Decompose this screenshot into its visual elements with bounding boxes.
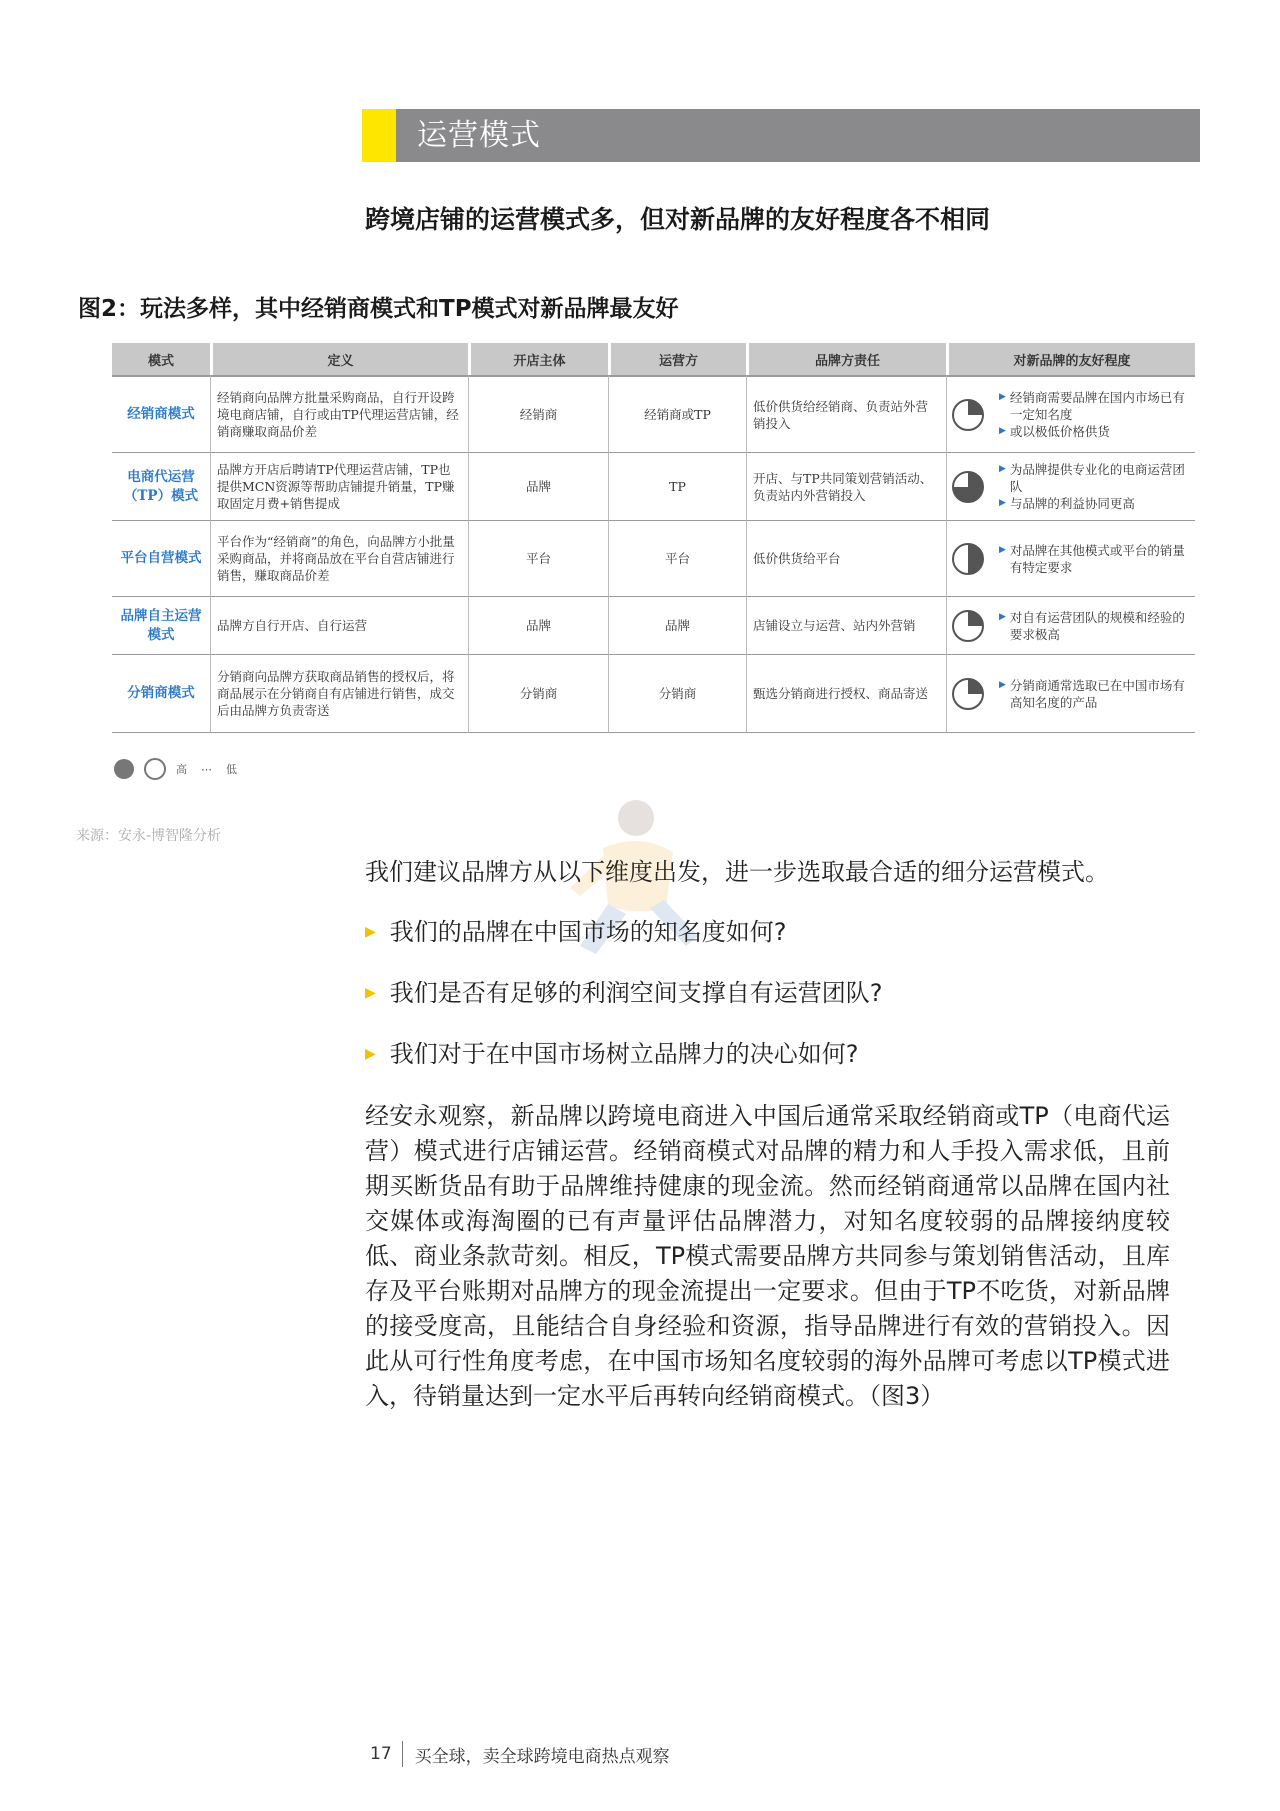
arrow-bullet-icon: ▶: [365, 1046, 376, 1062]
mode-name: 电商代运营（TP）模式: [112, 453, 210, 521]
mode-definition: 分销商向品牌方获取商品销售的授权后，将商品展示在分销商自有店铺进行销售，成交后由品牌方负责寄送: [210, 655, 468, 733]
header-store-owner: 开店主体: [468, 343, 608, 375]
store-owner: 经销商: [468, 375, 608, 453]
banner-accent: [362, 109, 396, 162]
page-number: 17: [370, 1744, 392, 1764]
friendly-point: ▶ 分销商通常选取已在中国市场有高知名度的产品: [999, 677, 1185, 710]
page-footer: [370, 1741, 670, 1767]
friendly-point: ▶ 经销商需要品牌在国内市场已有一定知名度: [999, 390, 1185, 422]
header-mode: 模式: [112, 343, 210, 375]
pie-fill: [968, 611, 983, 626]
full-circle-icon: [114, 759, 134, 779]
friendliness-cell: [946, 453, 1195, 521]
body-paragraph: 经安永观察，新品牌以跨境电商进入中国后通常采取经销商或TP（电商代运营）模式进行店铺运营。经销商模式对品牌的精力和人手投入需求低，且前期买断货品有助于品牌维持健康的现金流。然而经销商通常以品牌在国内社交媒体或海淘圈的已有声量评估品牌潜力，对知名度较弱的品牌接纳度较低、商业条款苛刻。相反，TP模式需要品牌方共同参与策划销售活动，且库存及平台账期对品牌方的现金流提出一定要求。但由于TP不吃货，对新品牌的接受度高，且能结合自身经验和资源，指导品牌进行有效的营销投入。因此从可行性角度考虑，在中国市场知名度较弱的海外品牌可考虑以TP模式进入，待销量达到一定水平后再转向经销商模式。（图3）: [365, 1102, 1170, 1410]
harvey-ball-icon: [951, 609, 985, 643]
mode-name: 经销商模式: [112, 375, 210, 453]
section-banner: [362, 109, 1200, 162]
legend-high: 高: [176, 763, 187, 776]
operating-mode-table: [112, 343, 1195, 733]
header-responsibility: 品牌方责任: [746, 343, 946, 375]
friendliness-cell: [946, 521, 1195, 597]
table-row: [112, 655, 1195, 733]
empty-circle-icon: [144, 758, 166, 780]
mode-definition: 品牌方开店后聘请TP代理运营店铺，TP也提供MCN资源等帮助店铺提升销量，TP赚取固定月费+销售提成: [210, 453, 468, 521]
harvey-ball-icon: [951, 470, 985, 504]
pie-fill: [968, 544, 983, 574]
table-row: [112, 521, 1195, 597]
table-row: [112, 597, 1195, 655]
question-item: ▶ 我们对于在中国市场树立品牌力的决心如何?: [365, 1037, 859, 1071]
brand-responsibility: 店铺设立与运营、站内外营销: [746, 597, 946, 655]
friendliness-cell: [946, 375, 1195, 453]
section-title: 运营模式: [417, 118, 541, 153]
operator: 分销商: [608, 655, 746, 733]
header-operator: 运营方: [608, 343, 746, 375]
store-owner: 品牌: [468, 453, 608, 521]
intro-text: 我们建议品牌方从以下维度出发，进一步选取最合适的细分运营模式。: [365, 858, 1109, 886]
mode-definition: 平台作为“经销商”的角色，向品牌方小批量采购商品，并将商品放在平台自营店铺进行销售，赚取商品价差: [210, 521, 468, 597]
operator: 经销商或TP: [608, 375, 746, 453]
table-row: [112, 375, 1195, 453]
pie-fill: [968, 679, 983, 694]
store-owner: 平台: [468, 521, 608, 597]
mode-name: 平台自营模式: [112, 521, 210, 597]
operator: 品牌: [608, 597, 746, 655]
mode-definition: 品牌方自行开店、自行运营: [210, 597, 468, 655]
ellipsis-icon: ⋯: [201, 762, 212, 776]
runner-watermark-icon: [548, 796, 728, 986]
legend-low: 低: [226, 763, 237, 776]
question-item: ▶ 我们的品牌在中国市场的知名度如何?: [365, 915, 787, 949]
mode-name: 分销商模式: [112, 655, 210, 733]
figure-source: 来源：安永-博智隆分析: [76, 828, 222, 844]
question-item: ▶ 我们是否有足够的利润空间支撑自有运营团队?: [365, 976, 883, 1010]
friendly-point: ▶ 为品牌提供专业化的电商运营团队: [999, 462, 1185, 494]
store-owner: 分销商: [468, 655, 608, 733]
operator: 平台: [608, 521, 746, 597]
friendly-point: ▶ 与品牌的利益协同更高: [999, 496, 1135, 511]
friendliness-cell: [946, 655, 1195, 733]
friendly-point: ▶ 对品牌在其他模式或平台的销量有特定要求: [999, 542, 1185, 575]
footer-divider: [402, 1741, 403, 1767]
brand-responsibility: 低价供货给经销商、负责站外营销投入: [746, 375, 946, 453]
friendliness-legend: [114, 758, 251, 780]
harvey-ball-icon: [951, 677, 985, 711]
footer-title: 买全球，卖全球跨境电商热点观察: [414, 1746, 670, 1767]
pie-fill: [968, 400, 983, 415]
friendly-point: ▶ 对自有运营团队的规模和经验的要求极高: [999, 609, 1185, 642]
mode-definition: 经销商向品牌方批量采购商品，自行开设跨境电商店铺，自行或由TP代理运营店铺，经销商赚取商品价差: [210, 375, 468, 453]
friendliness-cell: [946, 597, 1195, 655]
harvey-ball-icon: [951, 398, 985, 432]
table-row: [112, 453, 1195, 521]
brand-responsibility: 甄选分销商进行授权、商品寄送: [746, 655, 946, 733]
mode-name: 品牌自主运营模式: [112, 597, 210, 655]
store-owner: 品牌: [468, 597, 608, 655]
friendly-point: ▶ 或以极低价格供货: [999, 424, 1110, 439]
figure-title: 图2：玩法多样，其中经销商模式和TP模式对新品牌最友好: [78, 296, 679, 322]
subtitle: 跨境店铺的运营模式多，但对新品牌的友好程度各不相同: [365, 205, 991, 234]
operator: TP: [608, 453, 746, 521]
header-friendliness: 对新品牌的友好程度: [946, 343, 1195, 375]
brand-responsibility: 开店、与TP共同策划营销活动、负责站内外营销投入: [746, 453, 946, 521]
arrow-bullet-icon: ▶: [365, 985, 376, 1001]
table-header-row: [112, 343, 1195, 375]
harvey-ball-icon: [951, 542, 985, 576]
arrow-bullet-icon: ▶: [365, 924, 376, 940]
brand-responsibility: 低价供货给平台: [746, 521, 946, 597]
header-definition: 定义: [210, 343, 468, 375]
